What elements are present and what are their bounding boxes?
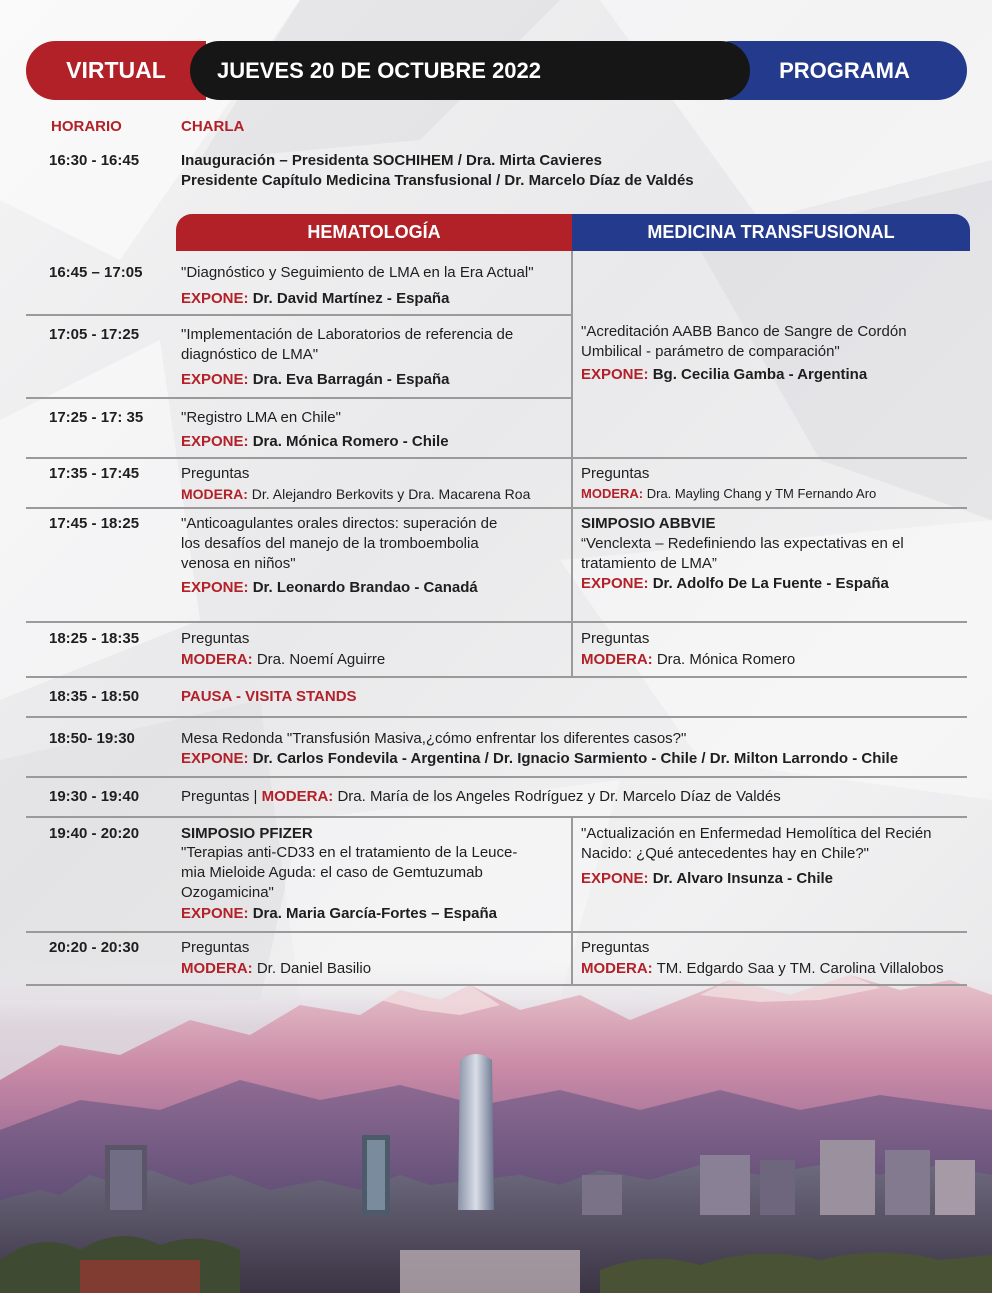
row-1-time: 16:45 – 17:05	[49, 264, 143, 281]
row-5-med-title-1: “Venclexta – Redefiniendo las expectativas en el	[581, 535, 904, 552]
row-4-med-preguntas: Preguntas	[581, 465, 650, 482]
row-6-moderator-name: Dra. Noemí Aguirre	[252, 651, 386, 668]
tab-hematologia: HEMATOLOGÍA	[176, 214, 572, 251]
row-9-text: Preguntas | MODERA: Dra. María de los Angeles Rodríguez y Dr. Marcelo Díaz de Valdés	[181, 788, 781, 805]
column-header-time: HORARIO	[51, 118, 122, 135]
virtual-label: VIRTUAL	[26, 41, 206, 100]
row-6-moderator: MODERA: Dra. Noemí Aguirre	[181, 651, 386, 668]
med-a-title-2: Umbilical - parámetro de comparación"	[581, 343, 840, 360]
row-10-time: 19:40 - 20:20	[49, 825, 140, 842]
row-divider	[26, 676, 967, 678]
row-5-speaker-name: Dr. Leonardo Brandao - Canadá	[248, 579, 478, 596]
row-10-title-2: mia Mieloide Aguda: el caso de Gemtuzumab	[181, 864, 483, 881]
row-6-preguntas: Preguntas	[181, 630, 250, 647]
row-divider	[26, 457, 967, 459]
row-divider	[26, 984, 967, 986]
header-banner	[26, 41, 967, 100]
row-divider	[26, 314, 572, 316]
row-divider	[26, 397, 572, 399]
row-4-med-moderator-name: Dra. Mayling Chang y TM Fernando Aro	[643, 486, 877, 501]
row-3-speaker-name: Dra. Mónica Romero - Chile	[248, 433, 449, 450]
row-5-title-1: "Anticoagulantes orales directos: superación de	[181, 515, 498, 532]
row-10-speaker-name: Dra. Maria García-Fortes – España	[248, 905, 497, 922]
row-5-time: 17:45 - 18:25	[49, 515, 140, 532]
program-label: PROGRAMA	[702, 41, 967, 100]
row-8-speaker: EXPONE: Dr. Carlos Fondevila - Argentina / Dr. Ignacio Sarmiento - Chile / Dr. Milton Larrondo - Chile	[181, 750, 899, 767]
modera-label: MODERA	[181, 486, 244, 502]
row-9-moderator-name: Dra. María de los Angeles Rodríguez y Dr. Marcelo Díaz de Valdés	[333, 788, 781, 805]
row-8-title: Mesa Redonda "Transfusión Masiva,¿cómo enfrentar los diferentes casos?"	[181, 730, 687, 747]
row-6-med-moderator: MODERA: Dra. Mónica Romero	[581, 651, 796, 668]
opening-line-2: Presidente Capítulo Medicina Transfusional / Dr. Marcelo Díaz de Valdés	[181, 172, 694, 189]
row-8-time: 18:50- 19:30	[49, 730, 135, 747]
row-2-title-2: diagnóstico de LMA"	[181, 346, 319, 363]
row-10-med-speaker-name: Dr. Alvaro Insunza - Chile	[648, 870, 834, 887]
row-10-med-speaker: EXPONE: Dr. Alvaro Insunza - Chile	[581, 870, 834, 887]
row-9-time: 19:30 - 19:40	[49, 788, 140, 805]
row-10-title-1: "Terapias anti-CD33 en el tratamiento de la Leuce-	[181, 844, 518, 861]
row-8-speaker-name: Dr. Carlos Fondevila - Argentina / Dr. Ignacio Sarmiento - Chile / Dr. Milton Larrondo - Chile	[248, 750, 899, 767]
row-6-time: 18:25 - 18:35	[49, 630, 140, 647]
row-6-med-preguntas: Preguntas	[581, 630, 650, 647]
row-2-speaker-name: Dra. Eva Barragán - España	[248, 371, 450, 388]
row-11-moderator: MODERA: Dr. Daniel Basilio	[181, 960, 372, 977]
row-6-med-moderator-name: Dra. Mónica Romero	[652, 651, 796, 668]
row-11-preguntas: Preguntas	[181, 939, 250, 956]
column-divider	[571, 251, 573, 457]
row-5-med-head: SIMPOSIO ABBVIE	[581, 515, 716, 532]
tab-medicina-transfusional: MEDICINA TRANSFUSIONAL	[572, 214, 970, 251]
santiago-skyline-image	[0, 960, 992, 1293]
row-11-med-moderator: MODERA: TM. Edgardo Saa y TM. Carolina Villalobos	[581, 960, 944, 977]
row-11-moderator-name: Dr. Daniel Basilio	[252, 960, 372, 977]
row-10-title-3: Ozogamicina"	[181, 884, 274, 901]
row-divider	[26, 507, 967, 509]
row-5-med-speaker: EXPONE: Dr. Adolfo De La Fuente - España	[581, 575, 889, 592]
row-4-time: 17:35 - 17:45	[49, 465, 140, 482]
row-2-time: 17:05 - 17:25	[49, 326, 140, 343]
row-5-title-3: venosa en niños"	[181, 555, 296, 572]
row-3-title: "Registro LMA en Chile"	[181, 409, 341, 426]
row-divider	[26, 716, 967, 718]
row-10-head: SIMPOSIO PFIZER	[181, 825, 313, 842]
pause-label: PAUSA - VISITA STANDS	[181, 688, 357, 705]
row-10-speaker: EXPONE: Dra. Maria García-Fortes – España	[181, 905, 497, 922]
row-5-title-2: los desafíos del manejo de la tromboembolia	[181, 535, 479, 552]
row-4-moderator-name: Dr. Alejandro Berkovits y Dra. Macarena Roa	[247, 486, 531, 502]
med-a-speaker: EXPONE: Bg. Cecilia Gamba - Argentina	[581, 366, 868, 383]
row-11-med-moderator-name: TM. Edgardo Saa y TM. Carolina Villalobos	[652, 960, 944, 977]
row-10-med-title-1: "Actualización en Enfermedad Hemolítica del Recién	[581, 825, 932, 842]
expone-label: EXPONE	[181, 290, 244, 307]
row-5-med-title-2: tratamiento de LMA”	[581, 555, 717, 572]
row-5-speaker: EXPONE: Dr. Leonardo Brandao - Canadá	[181, 579, 478, 596]
row-4-med-moderator: MODERA: Dra. Mayling Chang y TM Fernando Aro	[581, 486, 877, 501]
row-1-title: "Diagnóstico y Seguimiento de LMA en la Era Actual"	[181, 264, 534, 281]
row-divider	[26, 931, 967, 933]
row-2-speaker: EXPONE: Dra. Eva Barragán - España	[181, 371, 450, 388]
row-5-med-speaker-name: Dr. Adolfo De La Fuente - España	[648, 575, 889, 592]
row-4-preguntas: Preguntas	[181, 465, 250, 482]
row-11-time: 20:20 - 20:30	[49, 939, 140, 956]
opening-line-1: Inauguración – Presidenta SOCHIHEM / Dra. Mirta Cavieres	[181, 152, 602, 169]
row-3-speaker: EXPONE: Dra. Mónica Romero - Chile	[181, 433, 449, 450]
row-2-title-1: "Implementación de Laboratorios de referencia de	[181, 326, 514, 343]
row-divider	[26, 776, 967, 778]
row-divider	[26, 621, 967, 623]
row-11-med-preguntas: Preguntas	[581, 939, 650, 956]
row-3-time: 17:25 - 17: 35	[49, 409, 144, 426]
column-divider	[571, 816, 573, 985]
med-a-title-1: "Acreditación AABB Banco de Sangre de Cordón	[581, 323, 907, 340]
column-divider	[571, 457, 573, 677]
opening-time: 16:30 - 16:45	[49, 152, 140, 169]
column-header-talk: CHARLA	[181, 118, 245, 135]
row-divider	[26, 816, 967, 818]
row-7-time: 18:35 - 18:50	[49, 688, 140, 705]
row-9-prefix: Preguntas |	[181, 788, 262, 805]
row-1-speaker-name: Dr. David Martínez - España	[248, 290, 450, 307]
row-10-med-title-2: Nacido: ¿Qué antecedentes hay en Chile?"	[581, 845, 870, 862]
row-4-moderator: MODERA: Dr. Alejandro Berkovits y Dra. Macarena Roa	[181, 486, 531, 502]
row-1-speaker: EXPONE: Dr. David Martínez - España	[181, 290, 450, 307]
event-date: JUEVES 20 DE OCTUBRE 2022	[190, 41, 750, 100]
med-a-speaker-name: Bg. Cecilia Gamba - Argentina	[648, 366, 868, 383]
